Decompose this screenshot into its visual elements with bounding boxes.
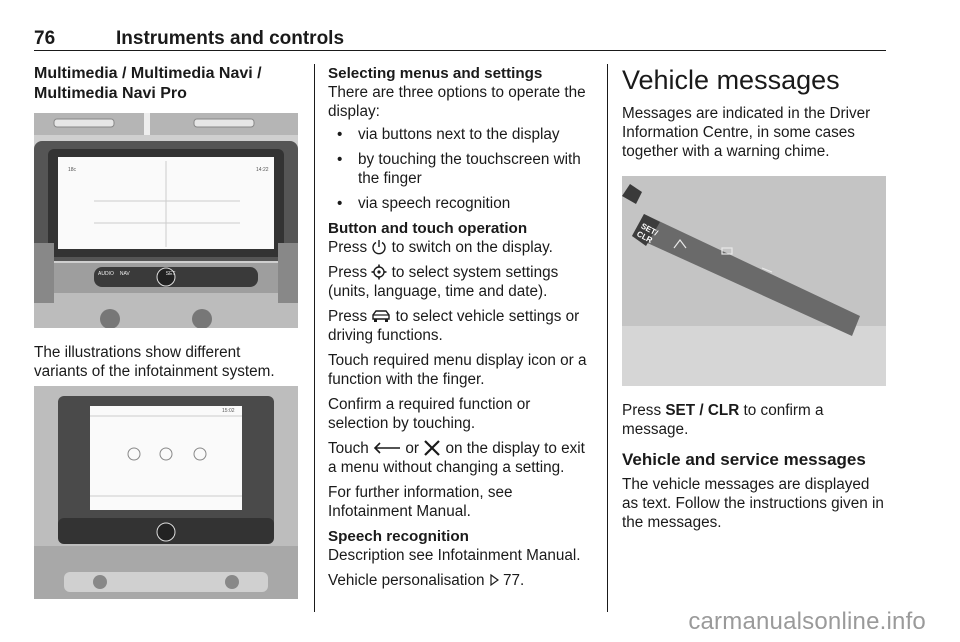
screen-time: 14:22 [256, 167, 269, 173]
subheading-selecting-menus: Selecting menus and settings [328, 65, 543, 82]
touch-text: Touch [328, 440, 369, 457]
messages-intro: Messages are indicated in the Driver Information Centre, in some cases together with a warning chime. [622, 105, 871, 160]
power-icon [371, 239, 387, 255]
column-2 [328, 64, 594, 590]
further-info-text: For further information, see Infotainment Manual. [328, 484, 513, 520]
exit-instruction: on the display to exit a menu without changing a setting. [328, 440, 585, 476]
list-item: • by touching the touchscreen with the finger [328, 150, 594, 188]
speech-description: Description see Infotainment Manual. [328, 547, 581, 564]
subheading-speech: Speech recognition [328, 528, 469, 545]
page-reference-triangle-icon [489, 572, 499, 588]
press-text: Press [622, 402, 662, 419]
audio-button: AUDIO [98, 271, 114, 277]
close-x-icon [423, 440, 441, 456]
infotainment-illustration-2 [34, 386, 298, 599]
confirm-text: Confirm a required function or selection by touching. [328, 396, 531, 432]
column-3 [622, 64, 886, 161]
power-instruction: to switch on the display. [391, 239, 553, 256]
hardware-button-row [98, 271, 258, 277]
back-arrow-icon [373, 440, 401, 456]
set-button: SET [165, 271, 176, 277]
screen-time: 15:02 [222, 408, 235, 414]
vehicle-instruction: to select vehicle settings or driving functions. [328, 308, 580, 344]
press-text: Press [328, 239, 368, 256]
or-text: or [405, 440, 419, 457]
screen-temperature: 18c [68, 167, 77, 173]
list-item: • via buttons next to the display [328, 125, 594, 144]
section-heading: Multimedia / Multimedia Navi / Multimedia Navi Pro [34, 65, 262, 102]
section-title: Vehicle messages [622, 65, 840, 95]
confirm-instruction: to confirm a message. [622, 402, 824, 438]
infotainment-illustration-1 [34, 113, 298, 328]
page-title: Instruments and controls [116, 28, 345, 49]
page-reference-link[interactable]: 77. [502, 572, 525, 589]
settings-gear-icon [371, 264, 387, 280]
lever-label: SET/ CLR [635, 221, 660, 246]
press-text: Press [328, 264, 368, 281]
column-divider [314, 64, 315, 612]
press-text: Press [328, 308, 368, 325]
column-divider [607, 64, 608, 612]
options-list [328, 125, 594, 213]
subheading-button-touch: Button and touch operation [328, 220, 528, 237]
personalisation-text: Vehicle personalisation [328, 572, 485, 589]
set-clr-lever-illustration [622, 176, 886, 386]
watermark: carmanualsonline.info [688, 608, 926, 635]
subheading-service-messages: Vehicle and service messages [622, 450, 866, 469]
settings-instruction: to select system settings (units, language, time and date). [328, 264, 559, 300]
column-1 [34, 64, 298, 104]
list-item: • via speech recognition [328, 194, 594, 213]
page-header [34, 28, 886, 51]
service-messages-body: The vehicle messages are displayed as text. Follow the instructions given in the messages. [622, 476, 884, 531]
car-icon [371, 308, 391, 324]
set-clr-label: SET / CLR [665, 402, 740, 419]
nav-button: NAV [119, 271, 130, 277]
options-intro: There are three options to operate the display: [328, 84, 586, 120]
page-number: 76 [34, 28, 56, 49]
illustration-caption: The illustrations show different variants of the infotainment system. [34, 344, 275, 380]
touch-required-text: Touch required menu display icon or a function with the finger. [328, 352, 587, 388]
